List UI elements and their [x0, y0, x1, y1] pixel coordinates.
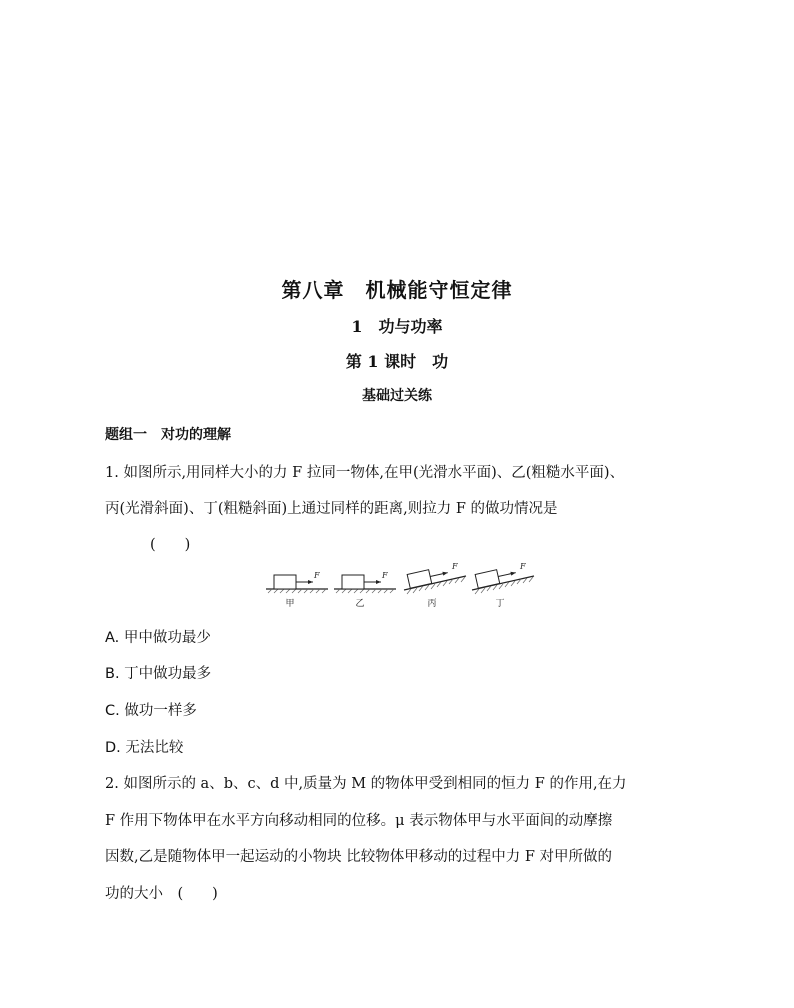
option-c: C. 做功一样多: [105, 703, 197, 719]
question-2-text-line-1: 2. 如图所示的 a、b、c、d 中,质量为 M 的物体甲受到相同的恒力 F 的作用,在力: [105, 776, 627, 792]
question-2-text-line-4: 功的大小 ( ): [105, 886, 218, 902]
caption-ding: 丁: [495, 599, 505, 609]
block-ding: [475, 570, 500, 588]
question-group-title: 题组一 对功的理解: [105, 427, 231, 443]
caption-jia: 甲: [285, 599, 295, 609]
force-label: F: [314, 571, 320, 580]
block-yi: [342, 575, 364, 589]
chapter-title: 第八章 机械能守恒定律: [281, 278, 513, 302]
question-1-text-line-1: 1. 如图所示,用同样大小的力 F 拉同一物体,在甲(光滑水平面)、乙(粗糙水平面)、: [105, 465, 625, 481]
block-bing: [407, 570, 432, 588]
question-2-text-line-2: F 作用下物体甲在水平方向移动相同的位移。μ 表示物体甲与水平面间的动摩擦: [105, 813, 613, 829]
panel-ding: [472, 562, 534, 609]
option-d: D. 无法比较: [105, 740, 184, 756]
panel-yi: [334, 571, 396, 609]
panel-bing: [404, 562, 466, 609]
exercise-subtitle: 基础过关练: [362, 388, 432, 404]
question-1-text-line-2: 丙(光滑斜面)、丁(粗糙斜面)上通过同样的距离,则拉力 F 的做功情况是: [105, 501, 558, 517]
option-a: A. 甲中做功最少: [105, 630, 211, 646]
section-title: 1 功与功率: [351, 317, 443, 336]
option-b: B. 丁中做功最多: [105, 666, 212, 682]
force-label: F: [382, 571, 388, 580]
panel-jia: [266, 571, 328, 609]
question-2-text-line-3: 因数,乙是随物体甲一起运动的小物块 比较物体甲移动的过程中力 F 对甲所做的: [105, 849, 612, 865]
question-1-figure: [260, 560, 540, 612]
caption-bing: 丙: [427, 599, 437, 609]
force-label: F: [452, 562, 458, 571]
lesson-title: 第 1 课时 功: [345, 352, 449, 371]
force-label: F: [520, 562, 526, 571]
answer-bracket: ( ): [150, 537, 191, 553]
caption-yi: 乙: [355, 599, 365, 609]
block-jia: [274, 575, 296, 589]
